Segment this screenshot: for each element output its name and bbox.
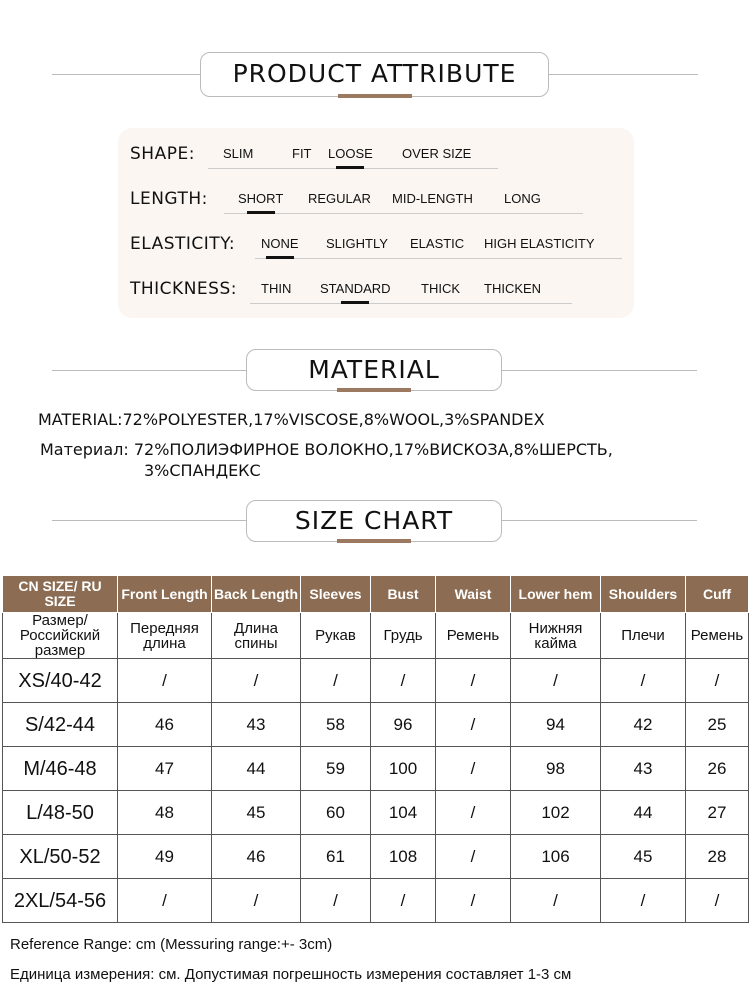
table-cell: 28: [686, 835, 749, 879]
table-cell: /: [371, 659, 436, 703]
attribute-option: THICK: [421, 281, 460, 296]
attribute-option: THIN: [261, 281, 292, 296]
attribute-option: STANDARD: [320, 281, 391, 296]
table-cell: XS/40-42: [3, 659, 118, 703]
attribute-option: HIGH ELASTICITY: [484, 236, 595, 251]
table-cell: /: [686, 659, 749, 703]
label: Материал:: [40, 440, 129, 459]
table-cell: /: [212, 879, 301, 923]
table-cell: 108: [371, 835, 436, 879]
attribute-option: SLIGHTLY: [326, 236, 388, 251]
table-cell: 48: [118, 791, 212, 835]
table-cell: 44: [601, 791, 686, 835]
table-cell: M/46-48: [3, 747, 118, 791]
table-cell: 58: [301, 703, 371, 747]
table-cell: /: [436, 659, 511, 703]
attribute-option: REGULAR: [308, 191, 371, 206]
value: 72%ПОЛИЭФИРНОЕ ВОЛОКНО,17%ВИСКОЗА,8%ШЕРСТЬ,: [133, 440, 613, 459]
table-cell: 61: [301, 835, 371, 879]
table-cell: 25: [686, 703, 749, 747]
table-cell: 106: [511, 835, 601, 879]
attribute-option: LOOSE: [328, 146, 373, 161]
section-title-attribute: [200, 52, 549, 97]
table-cell: 46: [212, 835, 301, 879]
attribute-option: MID-LENGTH: [392, 191, 473, 206]
table-cell: /: [212, 659, 301, 703]
table-row: [3, 576, 749, 613]
attribute-option: OVER SIZE: [402, 146, 472, 161]
table-cell: Ремень: [436, 613, 511, 659]
title-text: PRODUCT ATTRIBUTE: [232, 59, 517, 88]
table-cell: Плечи: [601, 613, 686, 659]
table-cell: Грудь: [371, 613, 436, 659]
note-ru: Единица измерения: см. Допустимая погрешность измерения составляет 1-3 см: [10, 966, 572, 983]
table-cell: 27: [686, 791, 749, 835]
attribute-label: LENGTH:: [130, 189, 208, 209]
table-cell: 43: [212, 703, 301, 747]
table-cell: /: [436, 879, 511, 923]
table-row: [3, 703, 749, 747]
attribute-option: ELASTIC: [410, 236, 465, 251]
attribute-label: SHAPE:: [130, 144, 195, 164]
table-cell: CN SIZE/ RU SIZE: [3, 576, 118, 613]
table-cell: 46: [118, 703, 212, 747]
table-cell: Sleeves: [301, 576, 371, 613]
accent-bar: [338, 94, 412, 98]
table-cell: Нижняя кайма: [511, 613, 601, 659]
table-cell: Размер/ Российский размер: [3, 613, 118, 659]
table-cell: 43: [601, 747, 686, 791]
table-cell: /: [511, 879, 601, 923]
table-cell: XL/50-52: [3, 835, 118, 879]
material-ru-cont: 3%СПАНДЕКС: [144, 461, 261, 480]
table-cell: /: [511, 659, 601, 703]
material-ru: [40, 440, 613, 459]
table-cell: /: [118, 659, 212, 703]
table-cell: 59: [301, 747, 371, 791]
table-cell: 102: [511, 791, 601, 835]
size-chart-table: [2, 575, 749, 923]
table-row: [3, 613, 749, 659]
table-cell: 2XL/54-56: [3, 879, 118, 923]
table-cell: 100: [371, 747, 436, 791]
divider: [52, 370, 247, 371]
table-cell: Waist: [436, 576, 511, 613]
table-row: [3, 747, 749, 791]
section-title-size: [246, 500, 502, 542]
underline: [224, 213, 583, 214]
attribute-option: LONG: [504, 191, 541, 206]
table-cell: 47: [118, 747, 212, 791]
table-cell: /: [436, 835, 511, 879]
table-row: [3, 879, 749, 923]
table-cell: Back Length: [212, 576, 301, 613]
divider: [52, 520, 247, 521]
divider: [502, 370, 697, 371]
table-cell: Рукав: [301, 613, 371, 659]
material-en: [38, 410, 545, 429]
table-cell: L/48-50: [3, 791, 118, 835]
table-cell: /: [436, 703, 511, 747]
accent-bar: [337, 388, 411, 392]
underline: [250, 303, 572, 304]
table-cell: 26: [686, 747, 749, 791]
table-row: [3, 659, 749, 703]
divider: [502, 520, 697, 521]
divider: [52, 74, 202, 75]
table-cell: 45: [212, 791, 301, 835]
table-cell: /: [601, 879, 686, 923]
accent-bar: [337, 539, 411, 543]
attribute-label: ELASTICITY:: [130, 234, 236, 254]
title-text: MATERIAL: [308, 355, 440, 384]
note-en: Reference Range: cm (Messuring range:+- 3cm): [10, 936, 333, 953]
title-text: SIZE CHART: [294, 506, 454, 535]
table-cell: 98: [511, 747, 601, 791]
attribute-option: SHORT: [238, 191, 284, 206]
table-cell: 45: [601, 835, 686, 879]
table-cell: Bust: [371, 576, 436, 613]
table-cell: 94: [511, 703, 601, 747]
attribute-panel: [118, 128, 634, 318]
table-cell: /: [601, 659, 686, 703]
table-cell: Lower hem: [511, 576, 601, 613]
table-cell: 44: [212, 747, 301, 791]
table-cell: Shoulders: [601, 576, 686, 613]
table-cell: /: [686, 879, 749, 923]
label: MATERIAL:: [38, 410, 123, 429]
table-cell: 60: [301, 791, 371, 835]
section-title-material: [246, 349, 502, 391]
table-cell: /: [301, 879, 371, 923]
table-cell: 42: [601, 703, 686, 747]
table-cell: /: [371, 879, 436, 923]
table-cell: 96: [371, 703, 436, 747]
table-cell: Передняя длина: [118, 613, 212, 659]
table-cell: /: [436, 747, 511, 791]
table-cell: Front Length: [118, 576, 212, 613]
table-cell: Длина спины: [212, 613, 301, 659]
attribute-option: SLIM: [223, 146, 254, 161]
table-cell: S/42-44: [3, 703, 118, 747]
attribute-option: THICKEN: [484, 281, 542, 296]
table-cell: /: [301, 659, 371, 703]
table-cell: Cuff: [686, 576, 749, 613]
value: 72%POLYESTER,17%VISCOSE,8%WOOL,3%SPANDEX: [122, 410, 545, 429]
attribute-label: THICKNESS:: [130, 279, 237, 299]
attribute-option: NONE: [261, 236, 299, 251]
table-cell: /: [118, 879, 212, 923]
table-cell: 49: [118, 835, 212, 879]
table-row: [3, 835, 749, 879]
attribute-option: FIT: [292, 146, 312, 161]
table-cell: 104: [371, 791, 436, 835]
table-row: [3, 791, 749, 835]
divider: [548, 74, 698, 75]
underline: [255, 258, 622, 259]
table-cell: /: [436, 791, 511, 835]
table-cell: Ремень: [686, 613, 749, 659]
